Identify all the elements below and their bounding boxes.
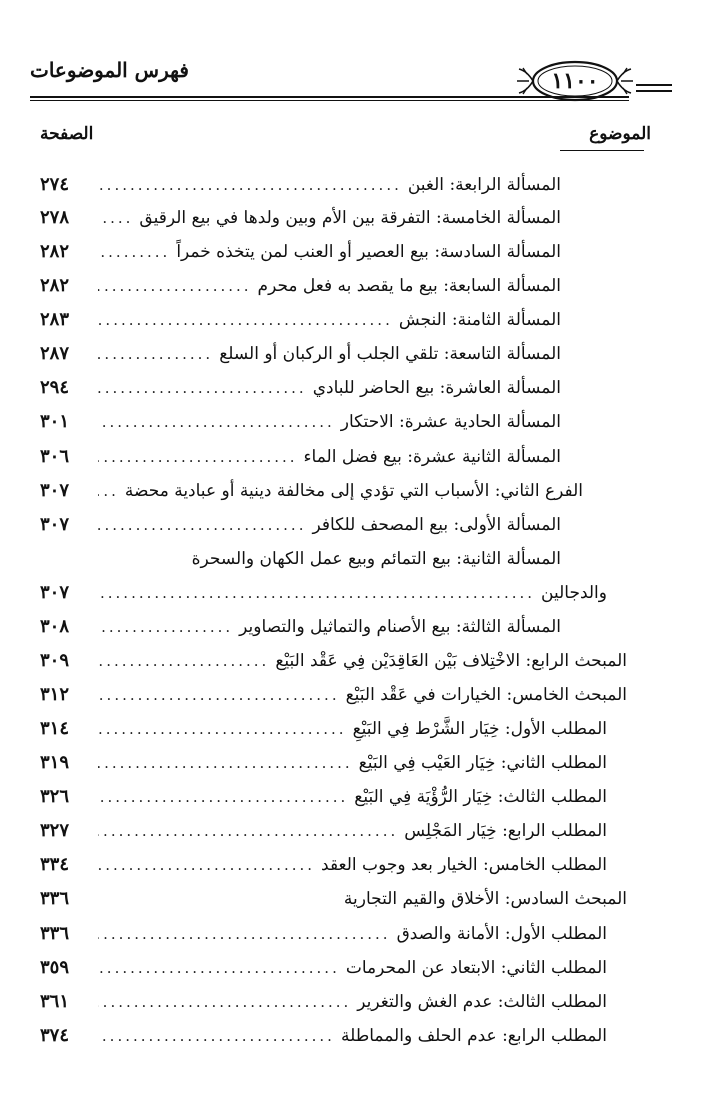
toc-entry [40,814,607,848]
toc-entry [40,746,607,780]
toc-entry [40,168,561,202]
entry-page: ٣٠٨ [40,616,70,637]
entry-title: المسألة الرابعة: الغبن [407,175,561,195]
toc-entry [40,474,583,508]
entry-title: المطلب الأول: الأمانة والصدق [396,924,607,944]
entry-title: المطلب الثاني: خِيَار العَيْب فِي البَيْع [358,753,607,773]
leader-dots [98,746,353,780]
entry-title: المطلب الرابع: خِيَار المَجْلِس [404,821,607,841]
entry-page: ٣١٤ [40,718,70,739]
entry-page: ٣٠٧ [40,480,70,501]
leader-dots [98,269,252,303]
entry-title-continuation: والدجالين [541,583,607,603]
entry-page: ٣٠٩ [40,650,70,671]
entry-title: المسألة السادسة: بيع العصير أو العنب لمن يتخذه خمراً [176,242,561,262]
toc-entry [40,508,561,542]
leader-dots [98,474,119,508]
entry-title: المطلب الخامس: الخيار بعد وجوب العقد [321,855,607,875]
entry-page: ٣٣٤ [40,854,70,875]
toc-entry [40,951,607,985]
toc-entry [40,269,561,303]
entry-title: المسألة الثامنة: النجش [398,310,561,330]
leader-dots [98,917,391,951]
toc-entry-line1 [192,542,561,576]
toc-entry [40,1019,607,1053]
running-header [0,0,703,144]
leader-dots [98,440,298,474]
leader-dots [98,576,535,610]
leader-dots [98,405,335,439]
leader-dots [98,1019,335,1053]
entry-page: ٢٨٢ [40,241,70,262]
entry-page: ٣٢٦ [40,786,70,807]
entry-title: المطلب الرابع: عدم الحلف والمماطلة [340,1026,607,1046]
entry-page: ٢٧٨ [40,207,70,228]
leader-dots [98,337,213,371]
entry-page: ٣٠٧ [40,582,70,603]
toc-entry [40,440,561,474]
entry-title: الفرع الثاني: الأسباب التي تؤدي إلى مخالفة دينية أو عبادية محضة [124,481,583,501]
leader-dots [98,303,393,337]
entry-title: المطلب الثالث: عدم الغش والتغرير [357,992,607,1012]
column-heading-topic: الموضوع [589,124,651,144]
entry-page: ٣١٩ [40,752,70,773]
entry-page: ٣٦١ [40,991,70,1012]
leader-dots [98,678,340,712]
entry-page: ٢٩٤ [40,377,70,398]
entry-title: المسألة الحادية عشرة: الاحتكار [340,412,561,432]
page-number: ١١٠٠ [551,68,599,94]
section-title: فهرس الموضوعات [30,58,189,82]
entry-page: ٢٨٢ [40,275,70,296]
header-rule-right [636,84,672,96]
leader-dots [98,848,315,882]
toc-entry [40,371,561,405]
toc-entry [40,712,607,746]
leader-dots [98,814,398,848]
entry-title: المطلب الثاني: الابتعاد عن المحرمات [345,958,607,978]
entry-title: المبحث الخامس: الخيارات في عَقْد البَيْع [345,685,627,705]
entry-title: المسألة التاسعة: تلقي الجلب أو الركبان أو السلع [219,344,561,364]
leader-dots [98,508,306,542]
entry-title: المبحث الرابع: الاخْتِلاف بَيْن العَاقِدَيْن فِي عَقْد البَيْع [275,651,627,671]
entry-title: المسألة العاشرة: بيع الحاضر للبادي [312,378,561,398]
leader-dots [98,712,347,746]
leader-dots [98,780,348,814]
entry-title: المسألة السابعة: بيع ما يقصد به فعل محرم [257,276,561,296]
toc-entry [40,780,607,814]
leader-dots [98,985,351,1019]
entry-page: ٣٢٧ [40,820,70,841]
leader-dots [98,168,402,202]
toc-entry [40,235,561,269]
entry-page: ٣١٢ [40,684,70,705]
header-rule [30,96,629,98]
entry-page: ٢٨٣ [40,309,70,330]
entry-page: ٣٣٦ [40,888,70,909]
toc-entry [40,576,607,610]
leader-dots [98,235,170,269]
entry-page: ٢٧٤ [40,174,70,195]
toc-entry [40,882,627,916]
toc-entry [40,678,627,712]
entry-page: ٣٠٧ [40,514,70,535]
leader-dots [98,951,340,985]
toc-entry [40,848,607,882]
entry-title: المسألة الخامسة: التفرقة بين الأم وبين ولدها في بيع الرقيق [139,208,561,228]
entry-page: ٢٨٧ [40,343,70,364]
entry-page: ٣٠١ [40,411,70,432]
entry-title: المطلب الأول: خِيَار الشَّرْط فِي البَيْعِ [352,719,607,739]
leader-dots [98,610,233,644]
toc-entry [40,610,561,644]
toc-entry [40,917,607,951]
entry-title: المسألة الأولى: بيع المصحف للكافر [312,515,561,535]
header-rule-thin [30,100,629,101]
entry-title: المسألة الثانية عشرة: بيع فضل الماء [303,447,561,467]
leader-dots [98,644,269,678]
toc-entry [40,303,561,337]
toc-entry [40,201,561,235]
column-heading-page: الصفحة [40,124,94,144]
toc-entry [40,337,561,371]
entry-title: المبحث السادس: الأخلاق والقيم التجارية [343,889,627,909]
entry-page: ٣٧٤ [40,1025,70,1046]
toc-entry [40,405,561,439]
entry-page: ٣٥٩ [40,957,70,978]
entry-title: المسألة الثانية: بيع التمائم وبيع عمل الكهان والسحرة [191,549,561,569]
entry-title: المسألة الثالثة: بيع الأصنام والتماثيل والتصاوير [239,617,561,637]
leader-dots [98,371,307,405]
leader-dots [98,201,133,235]
entry-title: المطلب الثالث: خِيَار الرُّؤْيَة فِي البَيْع [354,787,607,807]
toc-entry [40,985,607,1019]
entry-page: ٣٠٦ [40,446,70,467]
entry-page: ٣٣٦ [40,923,70,944]
toc-entry [40,644,627,678]
column-heading-underline [560,150,644,151]
